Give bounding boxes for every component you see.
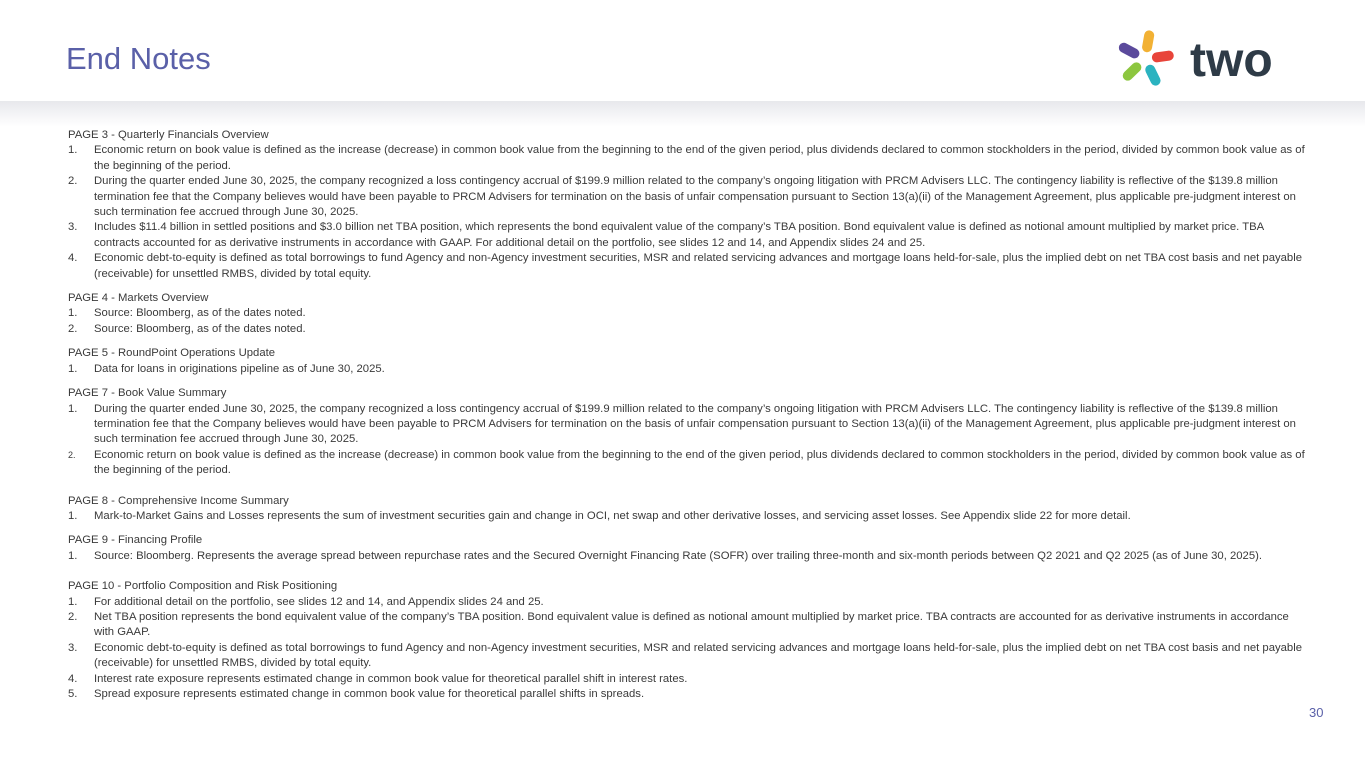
end-notes-content (68, 128, 1308, 702)
note-text: During the quarter ended June 30, 2025, the company recognized a loss contingency accrual of $199.9 million related to the company’s ongoing litigation with PRCM Advisers LLC. The contingency liability is reflective of the $139.8 million termination fee that the Company believes would have been payable to PRCM Advisers for termination on the basis of unfair compensation pursuant to Section 13(a)(ii) of the Management Agreement, plus applicable pre-judgment interest on such termination fee accrued through June 30, 2025. (94, 175, 1296, 219)
note-number: 2. (68, 322, 78, 335)
note-number: 3. (68, 641, 78, 654)
note-text: Source: Bloomberg. Represents the average spread between repurchase rates and the Secured Overnight Financing Rate (SOFR) over trailing three-month and six-month periods between Q2 2021 and Q2 2025 (as of June 30, 2025). (94, 549, 1263, 562)
note-text: Spread exposure represents estimated change in common book value for theoretical parallel shifts in spreads. (94, 688, 645, 700)
notes-section (68, 579, 1308, 702)
note-text: Economic debt-to-equity is defined as total borrowings to fund Agency and non-Agency investment securities, MSR and related servicing advances and mortgage loans held-for-sale, plus the implied debt on net TBA cost basis and net payable (receivable) for unsettled RMBS, divided by total equity. (94, 252, 1302, 280)
note-text: Net TBA position represents the bond equivalent value of the company’s TBA position. Bond equivalent value is defined as notional amount multiplied by market price. TBA contracts are accounted for as derivative instruments in accordance with GAAP. (94, 610, 1289, 639)
note-number: 1. (68, 595, 78, 608)
notes-section (68, 128, 1308, 282)
note-item (68, 306, 1308, 321)
note-number: 2. (68, 449, 76, 460)
note-item (68, 595, 1308, 610)
note-item (68, 509, 1308, 524)
page-number: 30 (1309, 705, 1324, 720)
note-text: For additional detail on the portfolio, see slides 12 and 14, and Appendix slides 24 and 25. (94, 595, 544, 608)
note-number: 1. (68, 362, 78, 375)
note-text: Economic debt-to-equity is defined as total borrowings to fund Agency and non-Agency investment securities, MSR and related servicing advances and mortgage loans held-for-sale, plus the implied debt on net TBA cost basis and net payable (receivable) for unsettled RMBS, divided by total equity. (94, 641, 1302, 670)
note-text: Economic return on book value is defined as the increase (decrease) in common book value from the beginning to the end of the given period, plus dividends declared to common stockholders in the period, divided by common book value as of the beginning of the period. (94, 144, 1305, 172)
section-title: PAGE 3 - Quarterly Financials Overview (68, 129, 269, 141)
note-number: 2. (68, 610, 78, 623)
note-number: 1. (68, 402, 78, 415)
note-number: 1. (68, 307, 78, 320)
note-item (68, 448, 1308, 479)
note-text: Mark-to-Market Gains and Losses represents the sum of investment securities gain and change in OCI, net swap and other derivative losses, and servicing asset losses. See Appendix slide 22 for more detail. (94, 509, 1131, 522)
two-logo (1112, 26, 1294, 92)
note-number: 5. (68, 688, 78, 700)
section-title: PAGE 7 - Book Value Summary (68, 387, 227, 400)
logo-star-icon (1117, 30, 1174, 88)
section-title: PAGE 10 - Portfolio Composition and Risk Positioning (68, 580, 338, 593)
section-title: PAGE 5 - RoundPoint Operations Update (68, 347, 276, 360)
note-text: During the quarter ended June 30, 2025, the company recognized a loss contingency accrual of $199.9 million related to the company’s ongoing litigation with PRCM Advisers LLC. The contingency liability is reflective of the $139.8 million termination fee that the Company believes would have been payable to PRCM Advisers for termination on the basis of unfair compensation pursuant to Section 13(a)(ii) of the Management Agreement, plus applicable pre-judgment interest on such termination fee accrued through June 30, 2025. (94, 402, 1296, 446)
note-item (68, 362, 1308, 377)
notes-section (68, 533, 1308, 564)
note-item (68, 549, 1308, 564)
note-item (68, 672, 1308, 687)
note-item (68, 143, 1308, 174)
note-number: 1. (68, 549, 78, 562)
note-number: 1. (68, 144, 78, 157)
section-title: PAGE 4 - Markets Overview (68, 292, 209, 305)
header-divider-band (0, 101, 1365, 127)
page-title: End Notes (66, 41, 211, 76)
note-text: Source: Bloomberg, as of the dates noted. (94, 307, 306, 320)
notes-section (68, 291, 1308, 337)
note-item (68, 402, 1308, 448)
note-item (68, 251, 1308, 282)
note-text: Economic return on book value is defined as the increase (decrease) in common book value from the beginning to the end of the given period, plus dividends declared to common stockholders in the period, divided by common book value as of the beginning of the period. (94, 448, 1305, 477)
note-item (68, 322, 1308, 337)
note-item (68, 174, 1308, 220)
note-number: 2. (68, 175, 78, 188)
note-number: 4. (68, 672, 78, 685)
note-item (68, 610, 1308, 641)
section-title: PAGE 8 - Comprehensive Income Summary (68, 494, 289, 507)
notes-section (68, 386, 1308, 478)
section-title: PAGE 9 - Financing Profile (68, 534, 203, 547)
note-item (68, 687, 1308, 702)
note-number: 4. (68, 252, 78, 265)
note-text: Interest rate exposure represents estimated change in common book value for theoretical parallel shift in interest rates. (94, 672, 688, 685)
note-text: Includes $11.4 billion in settled positions and $3.0 billion net TBA position, which represents the bond equivalent value of the company’s TBA position. Bond equivalent value is defined as notional amount multiplied by market price. TBA contracts accounted for as derivative instruments in accordance with GAAP. For additional detail on the portfolio, see slides 12 and 14, and Appendix slides 24 and 25. (94, 221, 1264, 249)
logo-wordmark: two (1190, 34, 1273, 87)
note-text: Data for loans in originations pipeline as of June 30, 2025. (94, 362, 385, 375)
note-number: 3. (68, 221, 78, 234)
note-text: Source: Bloomberg, as of the dates noted. (94, 322, 306, 335)
note-number: 1. (68, 509, 78, 522)
note-item (68, 641, 1308, 672)
notes-section (68, 346, 1308, 377)
note-item (68, 220, 1308, 251)
notes-section (68, 494, 1308, 525)
